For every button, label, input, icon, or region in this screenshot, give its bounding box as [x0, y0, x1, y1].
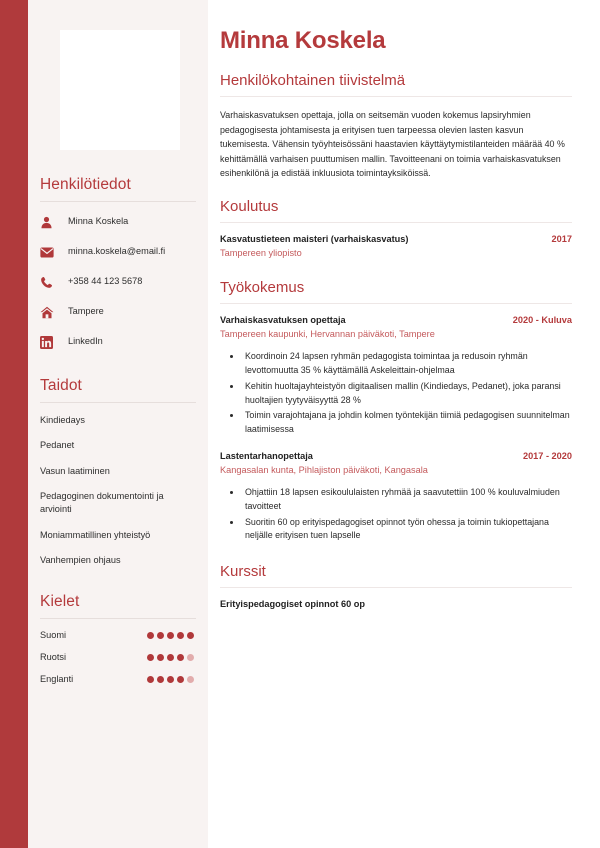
experience-job-title: Lastentarhanopettaja: [220, 451, 313, 462]
page-title: Minna Koskela: [220, 27, 386, 54]
experience-employer: Tampereen kaupunki, Hervannan päiväkoti, Tampere: [220, 329, 435, 340]
experience-bullets: [220, 486, 572, 543]
summary-section: [220, 72, 572, 180]
courses-divider: [220, 587, 572, 588]
skill-item: Pedagoginen dokumentointi ja arviointi: [40, 491, 164, 515]
rating-dot: [157, 676, 164, 683]
skill-item: Kindiedays: [40, 415, 85, 425]
rating-dot: [177, 676, 184, 683]
rating-dot: [147, 676, 154, 683]
language-row: [40, 630, 196, 640]
summary-divider: [220, 96, 572, 97]
contact-item-email[interactable]: [40, 243, 196, 261]
bullet-item: • Ohjattiin 18 lapsen esikoululaisten ryhmää ja saavutettiin 100 % kouluvalmiuden tavoitteet: [242, 486, 572, 514]
skills-divider: [40, 402, 196, 403]
experience-entry-header: [220, 315, 572, 325]
contact-item-phone[interactable]: [40, 273, 196, 291]
experience-section-heading: Työkokemus: [220, 279, 305, 297]
rating-dot: [167, 654, 174, 661]
experience-section: [220, 279, 572, 543]
experience-entry: [220, 315, 572, 437]
phone-icon: [40, 274, 60, 290]
experience-date: 2020 - Kuluva: [512, 315, 572, 326]
rating-dot: [177, 632, 184, 639]
skill-item: Vanhempien ohjaus: [40, 555, 121, 566]
contact-section: [40, 176, 196, 351]
contact-item-location: [40, 303, 196, 321]
contact-item-name: [40, 213, 196, 231]
contact-divider: [40, 201, 196, 202]
education-degree: Kasvatustieteen maisteri (varhaiskasvatus): [220, 233, 409, 244]
course-item: Erityispedagogiset opinnot 60 op: [220, 599, 365, 610]
left-accent-stripe: [0, 0, 28, 848]
education-section: [220, 198, 572, 260]
person-icon: [40, 214, 60, 230]
bullet-item: • Kehitin huoltajayhteistyön digitaalisen mallin (Kindiedays, Pedanet), joka paransi huoltajien tyytyväisyyttä 28 %: [242, 380, 572, 408]
languages-divider: [40, 618, 196, 619]
language-row: [40, 652, 196, 662]
skills-section-heading: Taidot: [40, 377, 82, 394]
language-level-dots: [147, 654, 194, 661]
rating-dot: [147, 654, 154, 661]
contact-value: Minna Koskela: [68, 216, 129, 227]
experience-date: 2017 - 2020: [522, 451, 572, 462]
skill-item: Moniammatillinen yhteistyö: [40, 529, 151, 540]
linkedin-icon: [40, 334, 60, 350]
language-name: Ruotsi: [40, 652, 67, 663]
courses-section-heading: Kurssit: [220, 563, 266, 581]
skill-item: Vasun laatiminen: [40, 465, 110, 476]
contact-value: Tampere: [68, 306, 104, 317]
experience-entry: [220, 451, 572, 543]
language-name: Englanti: [40, 674, 74, 685]
language-level-dots: [147, 632, 194, 639]
education-divider: [220, 222, 572, 223]
summary-section-heading: Henkilökohtainen tiivistelmä: [220, 72, 406, 90]
contact-section-heading: Henkilötiedot: [40, 176, 131, 193]
contact-item-linkedin[interactable]: [40, 333, 196, 351]
education-entry-header: [220, 234, 572, 244]
rating-dot: [187, 676, 194, 683]
bullet-item: • Toimin varajohtajana ja johdin kolmen työntekijän tiimiä pedagogisen suunnitelman laatimisessa: [242, 409, 572, 437]
envelope-icon: [40, 244, 60, 260]
rating-dot: [157, 632, 164, 639]
bullet-item: • Koordinoin 24 lapsen ryhmän pedagogista toimintaa ja redusoin ryhmän levottomuutta 35 % käyttämällä Askeleittain-ohjelmaa: [242, 350, 572, 378]
rating-dot: [167, 632, 174, 639]
language-name: Suomi: [40, 630, 67, 641]
contact-value: minna.koskela@email.fi: [68, 246, 166, 257]
education-entry: [220, 234, 572, 260]
skills-section: [40, 377, 196, 567]
main-content: [208, 0, 600, 848]
rating-dot: [157, 654, 164, 661]
languages-section-heading: Kielet: [40, 593, 80, 611]
skill-item: Pedanet: [40, 440, 75, 451]
profile-photo-placeholder: [60, 30, 180, 150]
education-date: 2017: [551, 233, 572, 244]
rating-dot: [187, 632, 194, 639]
rating-dot: [167, 676, 174, 683]
sidebar: [28, 0, 208, 848]
language-row: [40, 674, 196, 684]
rating-dot: [177, 654, 184, 661]
languages-section: [40, 593, 196, 684]
education-section-heading: Koulutus: [220, 197, 279, 215]
experience-employer: Kangasalan kunta, Pihlajiston päiväkoti, Kangasala: [220, 465, 428, 476]
contact-value: LinkedIn: [68, 336, 103, 347]
experience-divider: [220, 303, 572, 304]
rating-dot: [147, 632, 154, 639]
bullet-item: • Suoritin 60 op erityispedagogiset opinnot työn ohessa ja toimin tukiopettajana neljälle erityisen tuen lapselle: [242, 516, 572, 544]
rating-dot: [187, 654, 194, 661]
language-level-dots: [147, 676, 194, 683]
summary-text: Varhaiskasvatuksen opettaja, jolla on seitsemän vuoden kokemus lapsiryhmien pedagogisesta johtamisesta ja erityisen tuen tarpeessa olevien lasten kasvun tukemisesta. Vähensin työyhteisössäni haastavien käyttäytymistilanteiden määrää 40 % kehittämällä varhaisen puuttumisen mallin. Tavoitteenani on toimia varhaiskasvatuksen esihenkilönä ja edistää inkluusiota toimintayksiköissä.: [220, 110, 565, 179]
courses-section: [220, 563, 572, 609]
education-institution: Tampereen yliopisto: [220, 247, 302, 258]
experience-bullets: [220, 350, 572, 437]
experience-job-title: Varhaiskasvatuksen opettaja: [220, 315, 346, 326]
contact-value: +358 44 123 5678: [68, 276, 143, 287]
home-icon: [40, 304, 60, 320]
experience-entry-header: [220, 451, 572, 461]
